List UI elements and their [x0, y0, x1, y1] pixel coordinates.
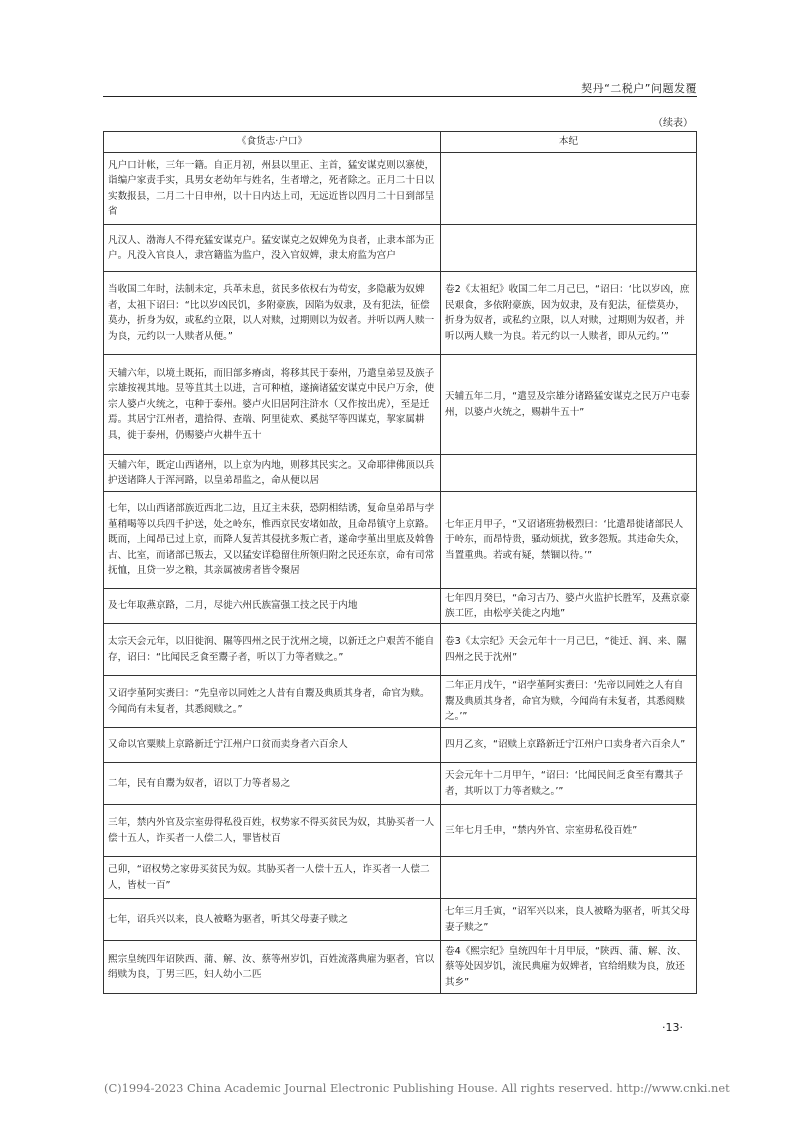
copyright-footer: (C)1994-2023 China Academic Journal Electronic Publishing House. All rights reserved. http://www.cnki.net: [104, 1081, 730, 1095]
cell-benji: 卷4《熙宗纪》皇统四年十月甲辰，“陕西、蒲、解、汝、蔡等处因岁饥，流民典雇为奴婢者，官给绢赎为良，放还其乡”: [441, 941, 697, 994]
cell-benji: [441, 455, 697, 492]
table-row: [104, 857, 697, 899]
table-continuation-note: （续表）: [653, 118, 693, 129]
cell-benji: 卷3《太宗纪》天会元年十一月己巳，“徙迁、润、来、隰四州之民于沈州”: [441, 624, 697, 676]
table-header-row: [104, 132, 697, 153]
cell-benji: 七年四月癸巳，“命习古乃、婆卢火监护长胜军，及燕京豪族工匠，由松亭关徙之内地”: [441, 589, 697, 624]
cell-shihuozhi: 太宗天会元年，以旧徙润、隰等四州之民于沈州之境，以新迁之户艰苦不能自存，诏曰：“比闻民乏食至鬻子者，听以丁力等者赎之。”: [104, 624, 441, 676]
table-row: [104, 153, 697, 225]
cell-shihuozhi: 天辅六年，既定山西诸州，以上京为内地，则移其民实之。又命耶律佛顶以兵护送诸降人于浑河路，以皇弟昂监之，命从便以居: [104, 455, 441, 492]
column-header-benji: 本纪: [441, 132, 697, 153]
table-row: [104, 763, 697, 805]
cell-shihuozhi: 及七年取燕京路，二月，尽徙六州氏族富强工技之民于内地: [104, 589, 441, 624]
table-row: [104, 355, 697, 455]
cell-shihuozhi: 当收国二年时，法制未定，兵革未息，贫民多依权右为苟安，多隐蔽为奴婢者，太祖下诏曰：“比以岁凶民饥，多附豪族，因陷为奴隶，及有犯法，征偿莫办，折身为奴，或私约立限，以人对赎，过期则以为奴者。并听以两人赎一为良，元约以一人赎者从便。”: [104, 272, 441, 355]
cell-benji: 七年正月甲子，“又诏诸班勃极烈曰：‘比遣昂徙诸部民人于岭东，而昂恃贵，骚动烦扰，致多怨叛。其违命失众，当置重典。若或有疑，禁锢以待。’”: [441, 492, 697, 589]
table-row: [104, 728, 697, 763]
table-row: [104, 272, 697, 355]
article-running-title: 契丹“二税户”问题发覆: [581, 82, 697, 95]
cell-shihuozhi: 熙宗皇统四年诏陕西、蒲、解、汝、蔡等州岁饥，百姓流落典雇为驱者，官以绢赎为良，丁男三匹，妇人幼小二匹: [104, 941, 441, 994]
cell-shihuozhi: 七年，以山西诸部族近西北二边，且辽主未获，恐阴相结诱，复命皇弟昂与孛堇稍喝等以兵四千护送，处之岭东，惟西京民安堵如故，且命昂镇守上京路。既而，上闻昂已过上京，而降人复苦其侵扰多叛亡者，遂命孛堇出里底及斡鲁古、比室，而诸部已叛去，又以猛安详稳留住所领归附之民还东京，命有司常抚恤，且贷一岁之粮，其亲属被虏者皆令聚居: [104, 492, 441, 589]
cell-shihuozhi: 又诏孛堇阿实赉曰：“先皇帝以同姓之人昔有自鬻及典质其身者，命官为赎。今闻尚有未复者，其悉阅赎之。”: [104, 676, 441, 728]
comparison-table: [103, 131, 697, 994]
table-row: [104, 899, 697, 941]
cell-benji: [441, 857, 697, 899]
cell-benji: 四月乙亥，“诏赎上京路新迁宁江州户口卖身者六百余人”: [441, 728, 697, 763]
cell-shihuozhi: 二年，民有自鬻为奴者，诏以丁力等者易之: [104, 763, 441, 805]
table-row: [104, 941, 697, 994]
cell-shihuozhi: 七年，诏兵兴以来，良人被略为驱者，听其父母妻子赎之: [104, 899, 441, 941]
cell-shihuozhi: 己卯，“诏权势之家毋买贫民为奴。其胁买者一人偿十五人，诈买者一人偿二人，皆杖一百”: [104, 857, 441, 899]
column-header-shihuozhi: 《食货志·户口》: [104, 132, 441, 153]
table-row: [104, 624, 697, 676]
cell-shihuozhi: 天辅六年，以境土既拓，而旧部多瘠卤，将移其民于泰州，乃遣皇弟昱及族子宗雄按视其地。昱等苴其土以进，言可种植，遂摘诸猛安谋克中民户万余，使宗人婆卢火统之，屯种于泰州。婆卢火旧居阿注浒水（又作按出虎），至是迁焉。其居宁江州者，遣拾得、查端、阿里徒欢、奚挞罕等四谋克，挈家属耕具，徙于泰州，仍赐婆卢火耕牛五十: [104, 355, 441, 455]
cell-shihuozhi: 三年，禁内外官及宗室毋得私役百姓，权势家不得买贫民为奴，其胁买者一人偿十五人，诈买者一人偿二人，罪皆杖百: [104, 805, 441, 857]
page-number: ·13·: [662, 1021, 683, 1034]
table-row: [104, 225, 697, 272]
header-divider: [103, 96, 697, 97]
cell-benji: 七年三月壬寅，“诏军兴以来，良人被略为驱者，听其父母妻子赎之”: [441, 899, 697, 941]
cell-benji: 二年正月戊午，“诏孛堇阿实赉曰：‘先帝以同姓之人有自鬻及典质其身者，命官为赎，今闻尚有未复者，其悉阅赎之。’”: [441, 676, 697, 728]
cell-shihuozhi: 又命以官粟赎上京路新迁宁江州户口贫而卖身者六百余人: [104, 728, 441, 763]
cell-benji: 天会元年十二月甲午，“诏曰：‘比闻民间乏食至有鬻其子者，其听以丁力等者赎之。’”: [441, 763, 697, 805]
cell-benji: 卷2《太祖纪》收国二年二月己巳，“诏曰：‘比以岁凶，庶民艰食，多依附豪族，因为奴隶，及有犯法，征偿莫办，折身为奴者，或私约立限，以人对赎，过期则为奴者，并听以两人赎一为良。若元约以一人赎者，即从元约。’”: [441, 272, 697, 355]
table-row: [104, 805, 697, 857]
table-body: [104, 153, 697, 994]
table-row: [104, 455, 697, 492]
cell-shihuozhi: 凡户口计帐，三年一籍。自正月初，州县以里正、主首，猛安谋克则以寨使，诣编户家责手实，具男女老幼年与姓名，生者增之，死者除之。正月二十日以实数报县，二月二十日申州，以十日内达上司，无远近皆以四月二十日到部呈省: [104, 153, 441, 225]
cell-benji: [441, 153, 697, 225]
table-row: [104, 676, 697, 728]
cell-benji: 天辅五年二月，“遣昱及宗雄分诸路猛安谋克之民万户屯泰州，以婆卢火统之，赐耕牛五十”: [441, 355, 697, 455]
cell-benji: [441, 225, 697, 272]
cell-benji: 三年七月壬申，“禁内外官、宗室毋私役百姓”: [441, 805, 697, 857]
table-row: [104, 492, 697, 589]
table-row: [104, 589, 697, 624]
cell-shihuozhi: 凡汉人、渤海人不得充猛安谋克户。猛安谋克之奴婢免为良者，止隶本部为正户。凡没入官良人，隶宫籍监为监户，没入官奴婢，隶太府监为宫户: [104, 225, 441, 272]
